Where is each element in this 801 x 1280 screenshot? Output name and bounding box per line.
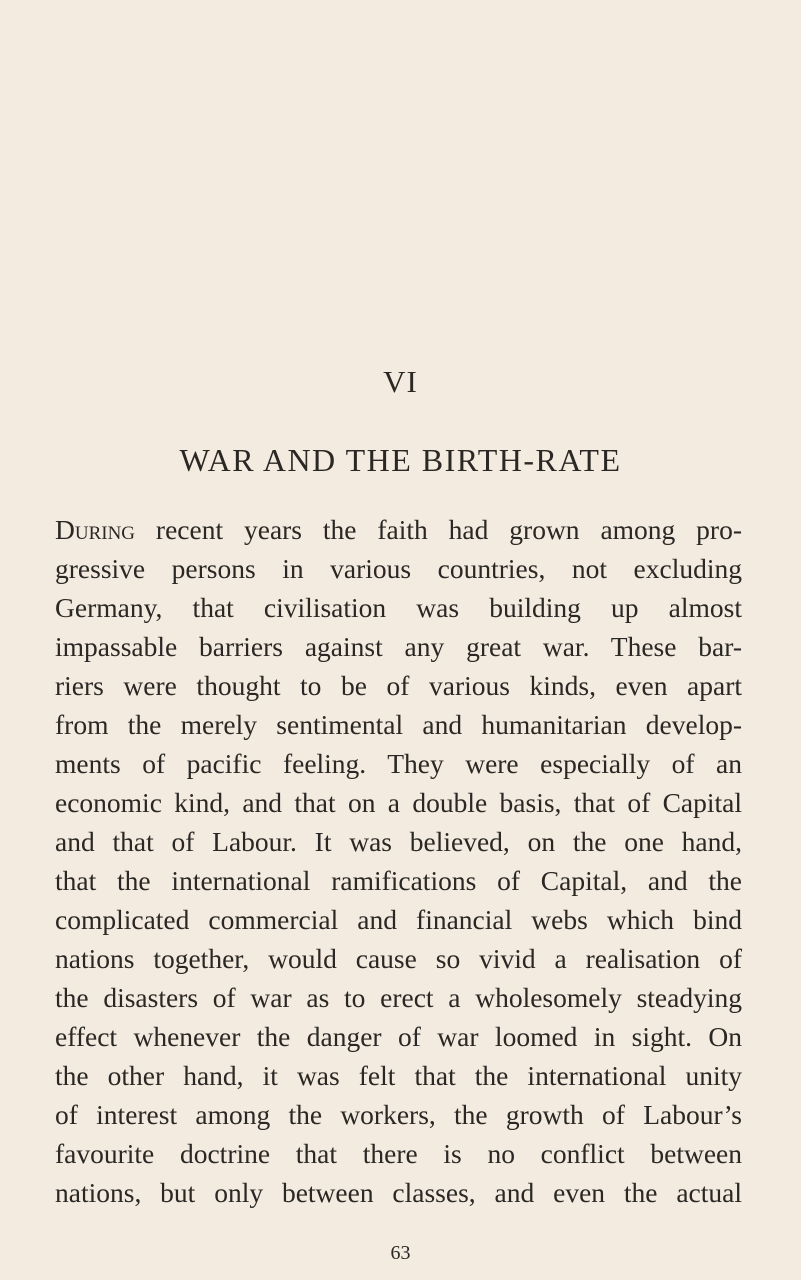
text-line: complicated commercial and financial webs which bind bbox=[55, 904, 742, 935]
text-line bbox=[55, 510, 742, 549]
text-line: nations, but only between classes, and even the actual bbox=[55, 1177, 742, 1208]
text-line: of interest among the workers, the growth of Labour’s bbox=[55, 1099, 742, 1130]
chapter-title: WAR AND THE BIRTH-RATE bbox=[179, 442, 622, 478]
page-number: 63 bbox=[390, 1242, 411, 1264]
text-line: from the merely sentimental and humanitarian develop- bbox=[55, 709, 742, 740]
text-line: impassable barriers against any great war. These bar- bbox=[55, 631, 742, 662]
text-line: that the international ramifications of Capital, and the bbox=[55, 865, 742, 896]
body-text bbox=[55, 510, 742, 1212]
text-line: ments of pacific feeling. They were especially of an bbox=[55, 748, 742, 779]
text-line: economic kind, and that on a double basis, that of Capital bbox=[55, 787, 742, 818]
chapter-number: VI bbox=[383, 364, 418, 399]
text-line: nations together, would cause so vivid a realisation of bbox=[55, 943, 742, 974]
text-line: Germany, that civilisation was building up almost bbox=[55, 592, 742, 623]
text-line: favourite doctrine that there is no conflict between bbox=[55, 1138, 742, 1169]
text-line: and that of Labour. It was believed, on the one hand, bbox=[55, 826, 742, 857]
text-line-rest: recent years the faith had grown among pro- bbox=[135, 514, 742, 545]
text-line: the disasters of war as to erect a wholesomely steadying bbox=[55, 982, 742, 1013]
text-line: the other hand, it was felt that the international unity bbox=[55, 1060, 742, 1091]
text-line: riers were thought to be of various kinds, even apart bbox=[55, 670, 742, 701]
text-line: gressive persons in various countries, not excluding bbox=[55, 553, 742, 584]
text-line: effect whenever the danger of war loomed in sight. On bbox=[55, 1021, 742, 1052]
opening-word: During bbox=[55, 514, 136, 545]
